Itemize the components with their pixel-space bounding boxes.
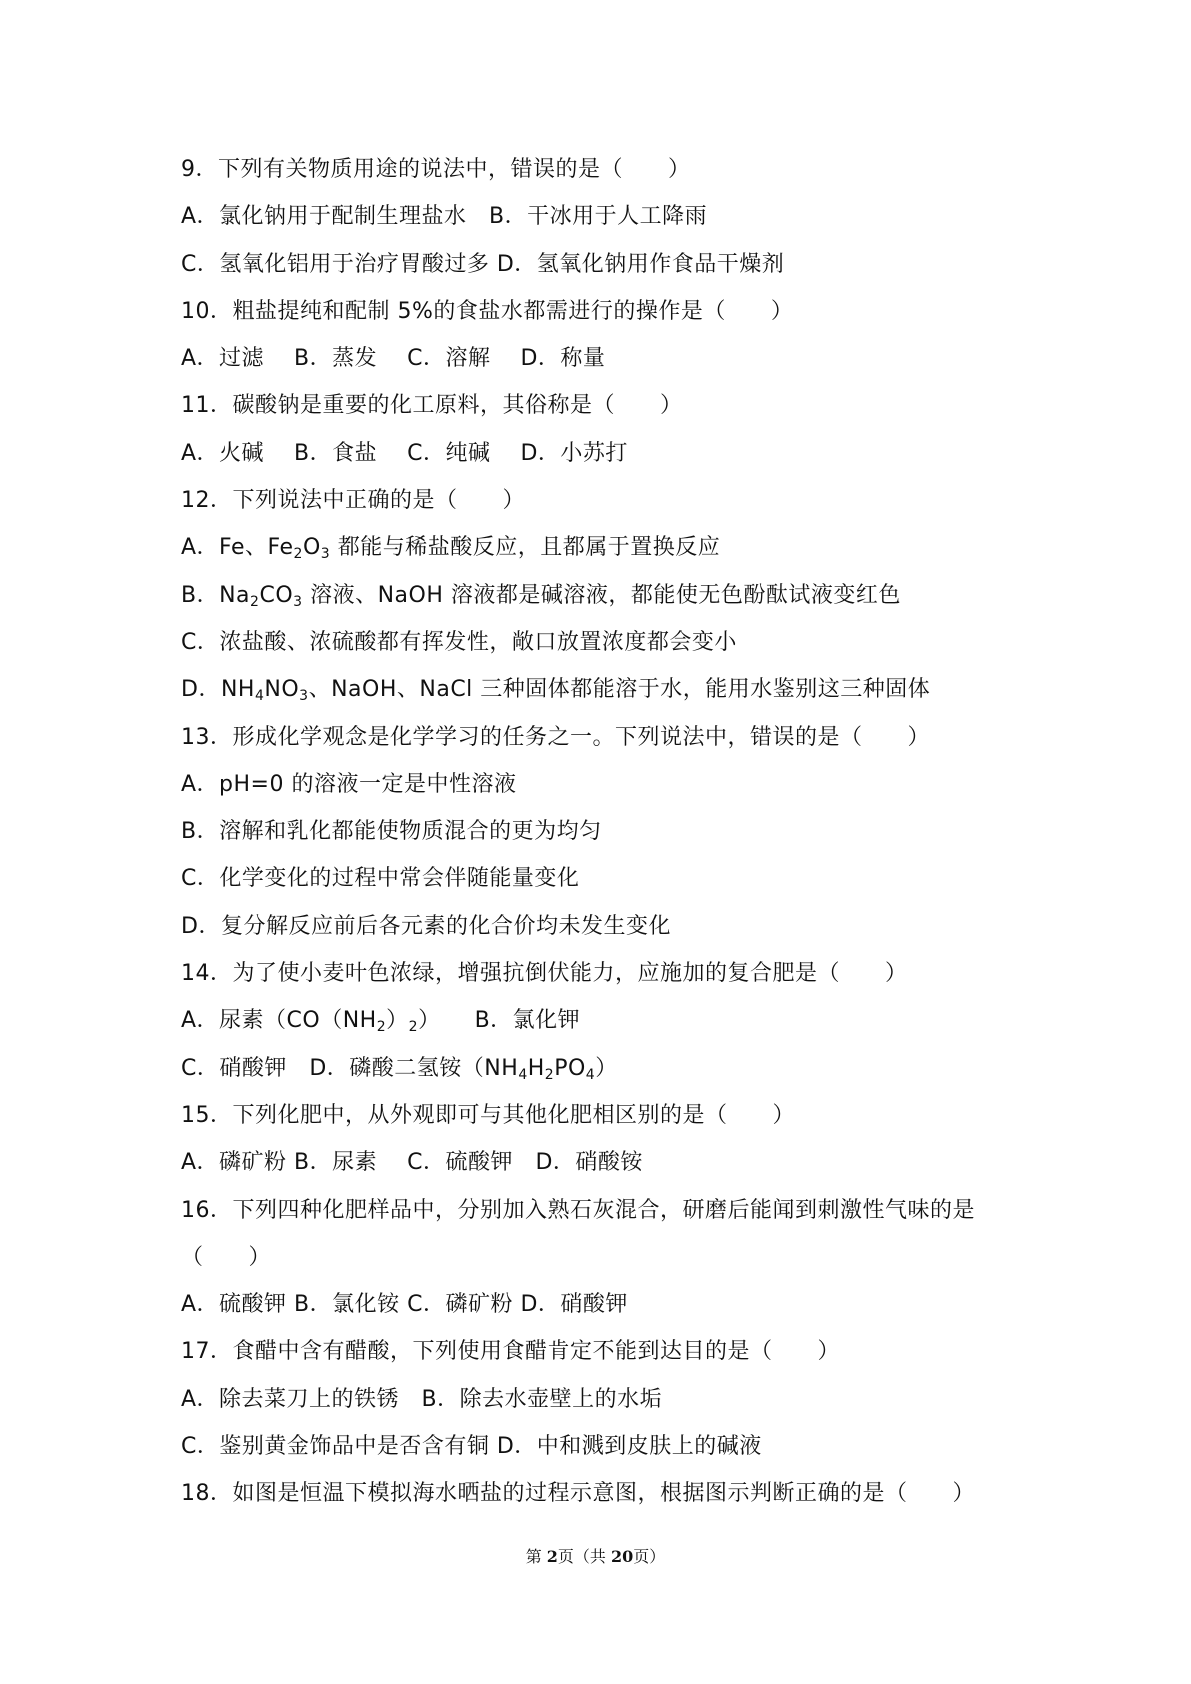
question-14-options-ab: A．尿素$(CO(NH_2)_2)$ B．氯化钾 — [181, 1008, 581, 1036]
question-12-option-d: D．$NH_4NO_3$、NaOH、NaCl 三种固体都能溶于水，能用水鉴别这三种固体 — [181, 677, 931, 705]
question-14-stem: 14．为了使小麦叶色浓绿，增强抗倒伏能力，应施加的复合肥是（ ） — [181, 961, 908, 987]
question-17-options-cd: C．鉴别黄金饰品中是否含有铜 D．中和溅到皮肤上的碱液 — [181, 1434, 762, 1460]
question-11-stem: 11．碳酸钠是重要的化工原料，其俗称是（ ） — [181, 393, 683, 419]
question-17-stem: 17．食醋中含有醋酸，下列使用食醋肯定不能到达目的是（ ） — [181, 1339, 840, 1365]
page-footer — [0, 1544, 1191, 1567]
question-18-stem: 18．如图是恒温下模拟海水晒盐的过程示意图，根据图示判断正确的是（ ） — [181, 1481, 975, 1507]
footer-page-number: 2 — [546, 1547, 558, 1566]
question-9-stem: 9．下列有关物质用途的说法中，错误的是（ ） — [181, 157, 691, 182]
question-17-options-ab: A．除去菜刀上的铁锈 B．除去水壶壁上的水垢 — [181, 1386, 663, 1412]
question-10-options: A．过滤 B．蒸发 C．溶解 D．称量 — [181, 346, 606, 372]
footer-total-pages: 20 — [611, 1547, 634, 1566]
question-16-stem: 16．下列四种化肥样品中，分别加入熟石灰混合，研磨后能闻到刺激性气味的是 — [181, 1197, 975, 1223]
question-9-options-cd: C．氢氧化铝用于治疗胃酸过多 D．氢氧化钠用作食品干燥剂 — [181, 251, 785, 277]
question-12-option-c: C．浓盐酸、浓硫酸都有挥发性，敞口放置浓度都会变小 — [181, 629, 737, 655]
question-9-options-ab: A．氯化钠用于配制生理盐水 B．干冰用于人工降雨 — [181, 204, 708, 230]
question-13-option-a: A．pH=0 的溶液一定是中性溶液 — [181, 771, 517, 797]
question-10-stem: 10．粗盐提纯和配制 5%的食盐水都需进行的操作是（ ） — [181, 298, 794, 324]
question-list — [181, 146, 1081, 1518]
question-12-stem: 12．下列说法中正确的是（ ） — [181, 488, 525, 514]
footer-suffix: 页） — [633, 1547, 666, 1566]
question-16-options: A．硫酸钾 B．氯化铵 C．磷矿粉 D．硝酸钾 — [181, 1292, 628, 1318]
question-13-option-b: B．溶解和乳化都能使物质混合的更为均匀 — [181, 819, 602, 845]
question-11-options: A．火碱 B．食盐 C．纯碱 D．小苏打 — [181, 440, 628, 466]
question-13-option-c: C．化学变化的过程中常会伴随能量变化 — [181, 866, 580, 892]
question-12-option-a: A．Fe、$Fe_2O_3$ 都能与稀盐酸反应，且都属于置换反应 — [181, 535, 721, 563]
question-13-option-d: D．复分解反应前后各元素的化合价均未发生变化 — [181, 913, 671, 939]
question-14-options-cd: C．硝酸钾 D．磷酸二氢铵$(NH_4H_2PO_4)$ — [181, 1055, 618, 1083]
question-15-stem: 15．下列化肥中，从外观即可与其他化肥相区别的是（ ） — [181, 1102, 795, 1128]
footer-prefix: 第 — [525, 1547, 547, 1566]
question-12-option-b: B．$Na_2CO_3$ 溶液、NaOH 溶液都是碱溶液，都能使无色酚酞试液变红色 — [181, 582, 901, 610]
footer-middle: 页（共 — [557, 1547, 612, 1566]
question-13-stem: 13．形成化学观念是化学学习的任务之一。下列说法中，错误的是（ ） — [181, 724, 930, 750]
question-15-options: A．磷矿粉 B．尿素 C．硫酸钾 D．硝酸铵 — [181, 1150, 643, 1176]
question-16-stem-continued: （ ） — [181, 1244, 272, 1270]
